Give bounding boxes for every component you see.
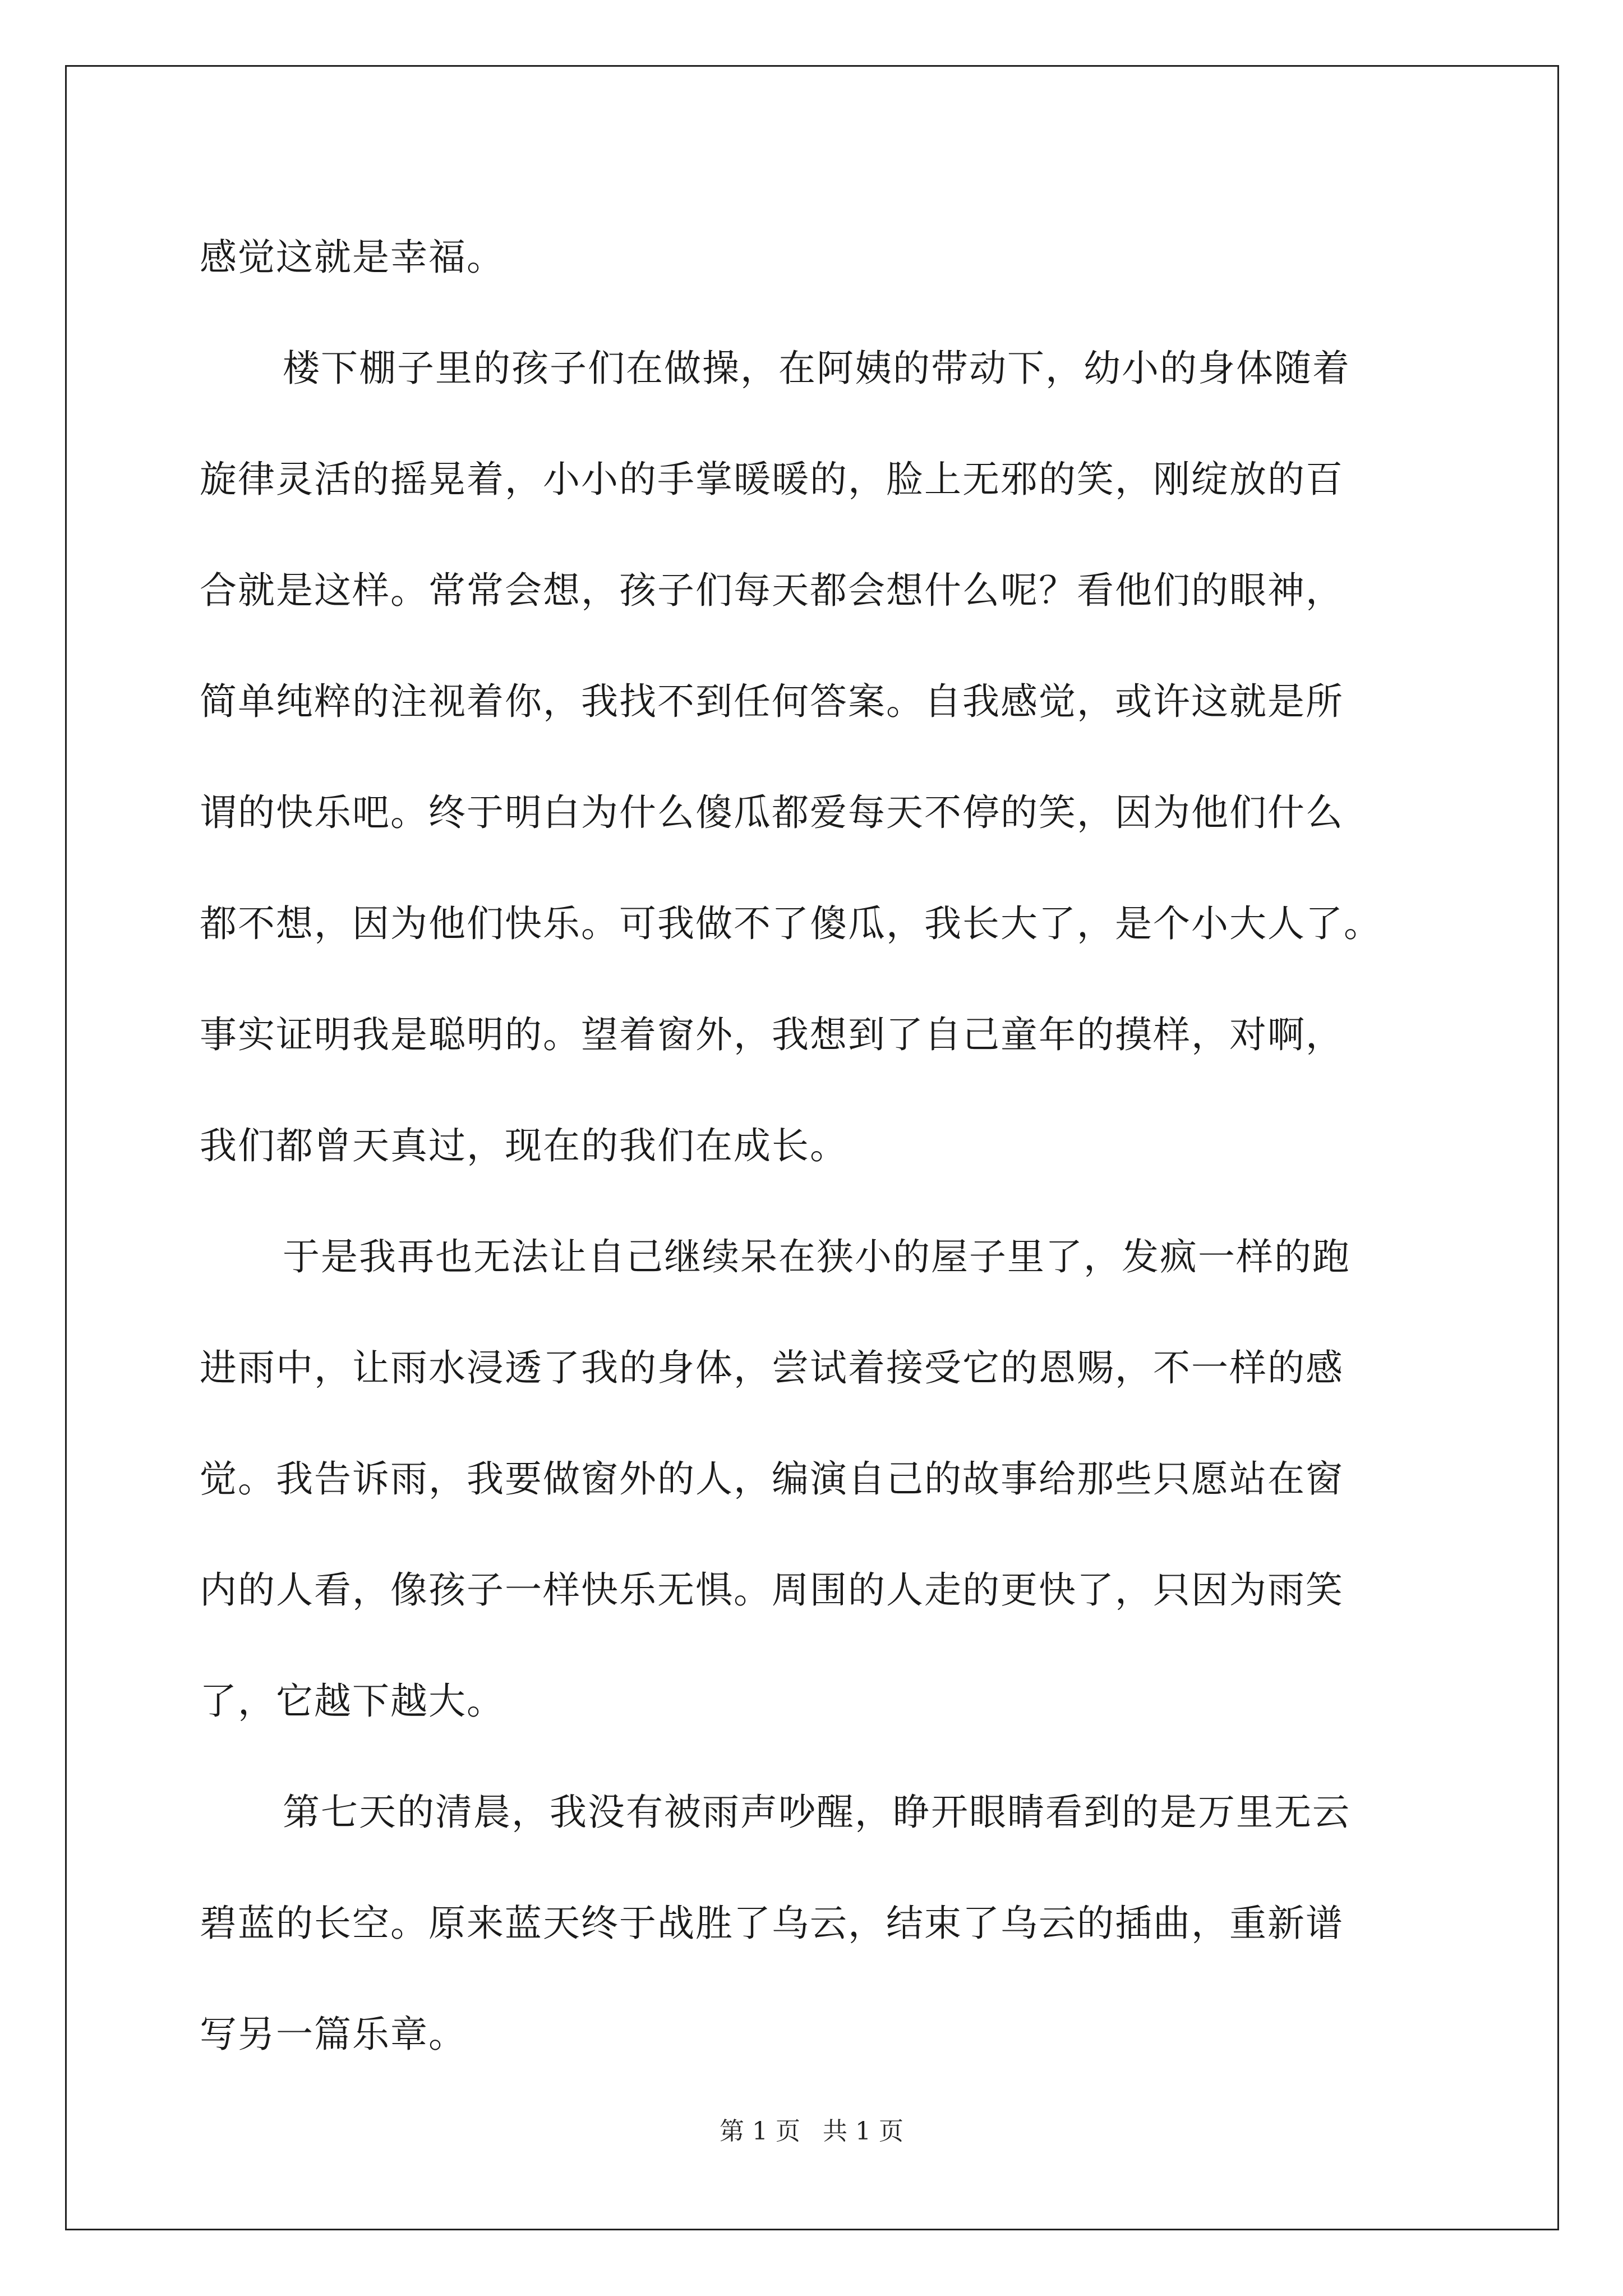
text-line: 简单纯粹的注视着你，我找不到任何答案。自我感觉，或许这就是所 xyxy=(200,680,1344,723)
text-line: 楼下棚子里的孩子们在做操，在阿姨的带动下，幼小的身体随着 xyxy=(283,347,1350,390)
text-line: 了，它越下越大。 xyxy=(200,1680,505,1723)
text-line: 旋律灵活的摇晃着，小小的手掌暖暖的，脸上无邪的笑，刚绽放的百 xyxy=(200,458,1344,501)
paragraph xyxy=(200,313,1428,1202)
page-footer xyxy=(0,2115,1623,2148)
text-line: 碧蓝的长空。原来蓝天终于战胜了乌云，结束了乌云的插曲，重新谱 xyxy=(200,1902,1344,1945)
text-line: 于是我再也无法让自己继续呆在狭小的屋子里了，发疯一样的跑 xyxy=(283,1235,1350,1278)
text-line: 事实证明我是聪明的。望着窗外，我想到了自己童年的摸样，对啊， xyxy=(200,1013,1344,1056)
text-line: 内的人看，像孩子一样快乐无惧。周围的人走的更快了，只因为雨笑 xyxy=(200,1568,1344,1612)
page-number: 第 1 页 xyxy=(720,2117,800,2146)
text-line: 都不想，因为他们快乐。可我做不了傻瓜，我长大了，是个小大人了。 xyxy=(200,902,1382,945)
text-line: 感觉这就是幸福。 xyxy=(200,236,505,279)
paragraph xyxy=(200,1757,1428,2090)
text-line: 合就是这样。常常会想，孩子们每天都会想什么呢？看他们的眼神， xyxy=(200,569,1344,612)
text-line: 第七天的清晨，我没有被雨声吵醒，睁开眼睛看到的是万里无云 xyxy=(283,1791,1350,1834)
page-total: 共 1 页 xyxy=(823,2117,903,2146)
text-line: 觉。我告诉雨，我要做窗外的人，编演自己的故事给那些只愿站在窗 xyxy=(200,1457,1344,1501)
document-body xyxy=(200,202,1428,2090)
text-line: 写另一篇乐章。 xyxy=(200,2013,467,2056)
text-line: 谓的快乐吧。终于明白为什么傻瓜都爱每天不停的笑，因为他们什么 xyxy=(200,791,1344,834)
text-line: 进雨中，让雨水浸透了我的身体，尝试着接受它的恩赐，不一样的感 xyxy=(200,1346,1344,1389)
paragraph xyxy=(200,1202,1428,1757)
paragraph xyxy=(200,202,1428,313)
text-line: 我们都曾天真过，现在的我们在成长。 xyxy=(200,1124,848,1167)
